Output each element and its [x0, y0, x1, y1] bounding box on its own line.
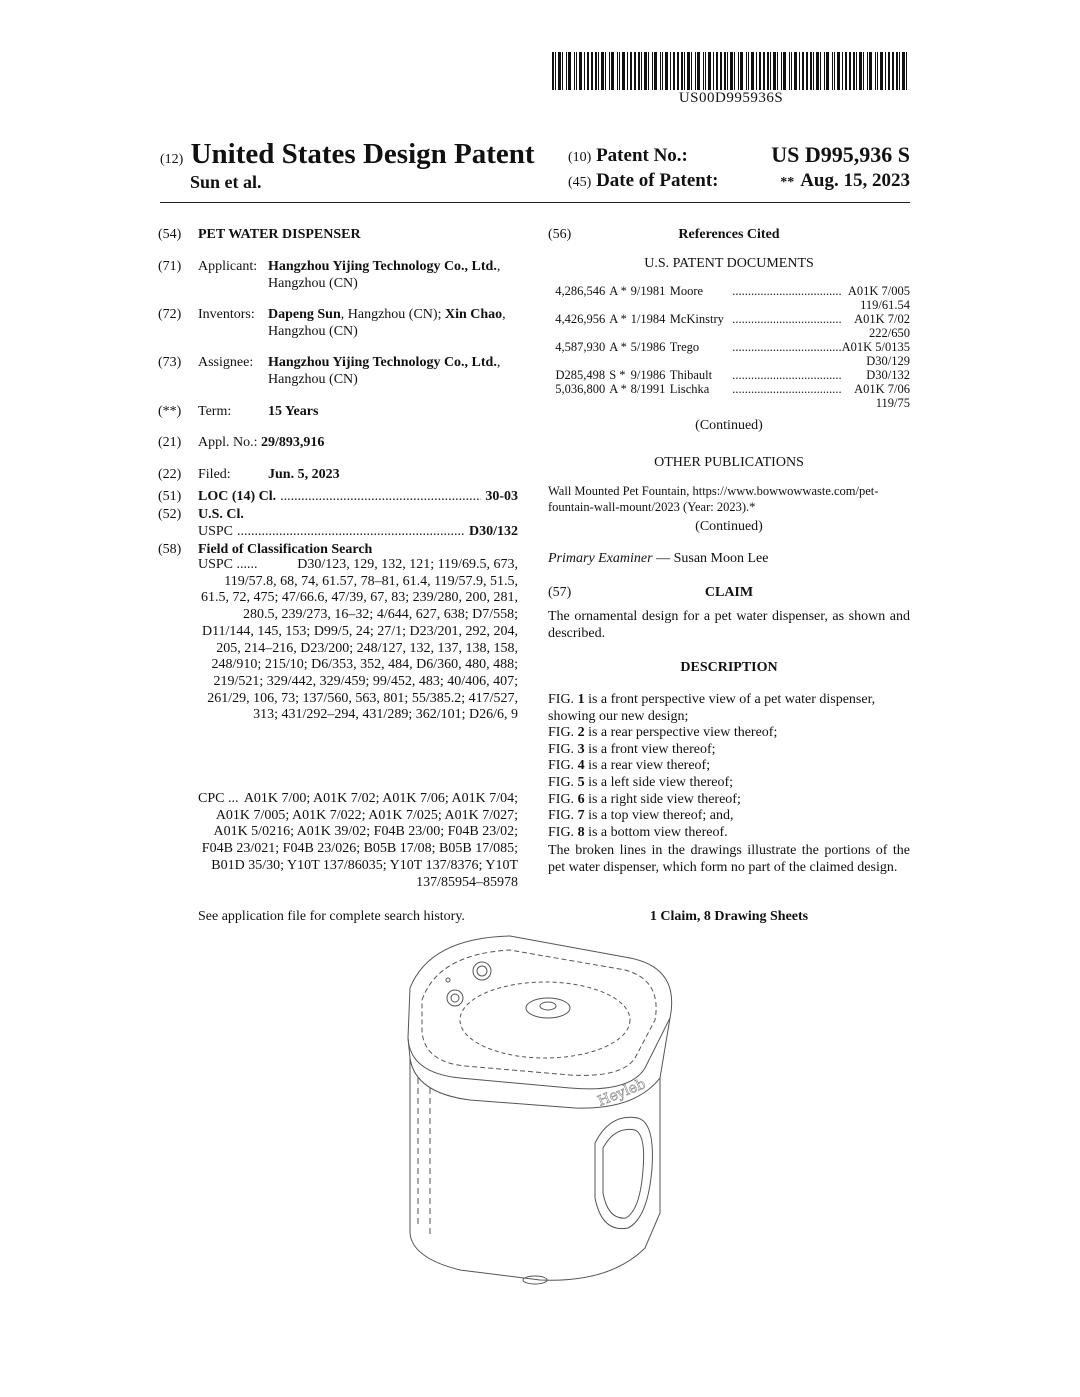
figure-item — [548, 775, 910, 792]
figure-item — [548, 825, 910, 842]
barcode-bar — [652, 52, 653, 90]
inventors-label: Inventors: — [198, 307, 255, 322]
barcode-bar — [849, 52, 851, 90]
ref-name: Thibault — [669, 368, 713, 382]
field-search-cpc — [198, 791, 518, 891]
figure-number: 6 — [577, 791, 585, 807]
ref-subclass: 119/75 — [875, 396, 910, 410]
figure-item — [548, 758, 910, 775]
barcode-bar — [673, 52, 675, 90]
barcode-bar — [806, 52, 808, 90]
ref-number: 5,036,800 — [555, 382, 606, 396]
broken-lines-statement: The broken lines in the drawings illustrate the portions of the pet water dispenser, which form no part of the claimed design. — [548, 843, 910, 875]
ref-kind: A * — [609, 340, 627, 354]
assignee-label: Assignee: — [198, 355, 254, 370]
code-58: (58) — [158, 542, 182, 557]
brand-text: Heyleb — [595, 1076, 648, 1110]
code-73: (73) — [158, 355, 182, 370]
document-type: United States Design Patent — [190, 138, 535, 170]
ref-class: A01K 7/02 — [854, 312, 910, 326]
code-54: (54) — [158, 227, 182, 242]
barcode-bar — [746, 52, 747, 90]
barcode-bar — [681, 52, 683, 90]
code-51: (51) — [158, 489, 182, 504]
figure-prefix: FIG. — [548, 741, 578, 757]
patent-number: US D995,936 S — [771, 142, 910, 167]
barcode-bar — [751, 52, 754, 90]
barcode-bar — [720, 52, 722, 90]
loc-label: LOC (14) Cl. — [198, 489, 277, 504]
figure-description: is a front view thereof; — [584, 741, 716, 757]
ref-number: D285,498 — [555, 368, 606, 382]
field-search-uspc — [198, 557, 518, 724]
reference-row — [548, 340, 910, 354]
barcode-bar — [906, 52, 907, 90]
continued-2: (Continued) — [695, 519, 763, 534]
date-value: Aug. 15, 2023 — [800, 170, 910, 191]
barcode-bar — [654, 52, 657, 90]
figure-number: 4 — [577, 758, 585, 774]
ref-date: 9/1981 — [630, 284, 666, 298]
other-publications-title: OTHER PUBLICATIONS — [654, 455, 804, 470]
references-cited-title: References Cited — [678, 227, 780, 242]
barcode-bar — [824, 52, 825, 90]
figure-description: is a right side view thereof; — [584, 791, 741, 807]
continued-1: (Continued) — [695, 418, 763, 433]
appl-no-value: 29/893,916 — [261, 435, 325, 450]
tag-45: (45) — [568, 175, 592, 190]
barcode-bar — [853, 52, 855, 90]
field-cpc-text: A01K 7/00; A01K 7/02; A01K 7/06; A01K 7/04; A01K 7/005; A01K 7/022; A01K 7/025; A01K 7/027; A01K 5/0216; A01K 39/02; F04B 23/00; F04B 23/02; F04B 23/021; F04B 23/026; B05B 17/08; B05B 17/085; B01D 35/30; Y10T 137/86035; Y10T 137/8376; Y10T 137/85954–85978 — [201, 791, 518, 890]
barcode-bar — [660, 52, 661, 90]
ref-leader — [732, 284, 841, 298]
barcode-bar — [574, 52, 575, 90]
reference-subclass-row — [548, 354, 910, 368]
figure-list — [548, 692, 910, 841]
figure-description: is a left side view thereof; — [584, 774, 734, 790]
barcode-bar — [665, 52, 668, 90]
barcode-bar — [791, 52, 792, 90]
ref-class: A01K 7/005 — [847, 284, 910, 298]
figure-item — [548, 792, 910, 809]
ref-date: 1/1984 — [630, 312, 666, 326]
applicant-place: , Hangzhou (CN) — [268, 259, 501, 291]
filed-label: Filed: — [198, 467, 231, 482]
tag-10: (10) — [568, 150, 592, 165]
invention-title: PET WATER DISPENSER — [198, 227, 361, 242]
examiner-label: Primary Examiner — [548, 551, 653, 566]
ref-subclass: 119/61.54 — [860, 298, 910, 312]
barcode-bar — [568, 52, 571, 90]
uspc-value: D30/132 — [469, 524, 518, 539]
figure-prefix: FIG. — [548, 808, 578, 824]
ref-class: D30/132 — [866, 368, 910, 382]
barcode-bar — [845, 52, 847, 90]
search-history-note: See application file for complete search history. — [198, 909, 465, 924]
barcode-bar — [648, 52, 649, 90]
field-uspc-lead: USPC ...... — [198, 557, 258, 572]
barcode-bar — [880, 52, 883, 90]
code-52: (52) — [158, 507, 182, 522]
barcode-bar — [773, 52, 776, 90]
barcode-bar — [708, 52, 711, 90]
code-71: (71) — [158, 259, 182, 274]
filed-value: Jun. 5, 2023 — [268, 467, 340, 482]
barcode-bar — [727, 52, 728, 90]
ref-date: 5/1986 — [630, 340, 666, 354]
patent-type-heading — [160, 138, 535, 171]
inventor-2-name: Xin Chao — [444, 307, 503, 322]
figure-prefix: FIG. — [548, 791, 578, 807]
reference-row — [548, 368, 910, 382]
claims-sheets-count: 1 Claim, 8 Drawing Sheets — [649, 909, 809, 924]
ref-leader — [732, 312, 841, 326]
barcode-bar — [705, 52, 706, 90]
barcode-bar — [552, 52, 554, 90]
barcode-bar — [611, 52, 614, 90]
loc-classification — [198, 488, 518, 505]
ref-leader — [732, 382, 841, 396]
header-divider — [160, 202, 910, 203]
barcode-bar — [579, 52, 582, 90]
figure-prefix: FIG. — [548, 725, 578, 741]
reference-row — [548, 284, 910, 298]
barcode-bar — [638, 52, 640, 90]
figure-number: 7 — [577, 808, 585, 824]
barcode-bar — [899, 52, 900, 90]
description-title: DESCRIPTION — [680, 660, 778, 675]
barcode-bar — [662, 52, 663, 90]
barcode-bar — [799, 52, 800, 90]
code-72: (72) — [158, 307, 182, 322]
figure-item — [548, 808, 910, 825]
date-marker: ** — [780, 175, 795, 190]
barcode-bar — [566, 52, 567, 90]
figure-number: 2 — [577, 725, 585, 741]
reference-subclass-row — [548, 298, 910, 312]
ref-number: 4,587,930 — [555, 340, 606, 354]
barcode-bar — [875, 52, 876, 90]
ref-kind: S * — [609, 368, 626, 382]
reference-subclass-row — [548, 396, 910, 410]
barcode-bar — [670, 52, 671, 90]
ref-number: 4,286,546 — [555, 284, 606, 298]
barcode-bar — [863, 52, 864, 90]
barcode-bar — [677, 52, 679, 90]
figure-number: 5 — [577, 774, 585, 790]
figure-number: 3 — [577, 741, 585, 757]
appl-no-label: Appl. No.: — [198, 435, 258, 450]
other-publication-1: Wall Mounted Pet Fountain, https://www.bowwowwaste.com/pet-fountain-wall-mount/2023 (Year: 2023).* — [548, 484, 879, 514]
ref-number: 4,426,956 — [555, 312, 606, 326]
barcode-bar — [730, 52, 733, 90]
figure-description: is a rear view thereof; — [584, 758, 711, 774]
code-21: (21) — [158, 435, 182, 450]
us-patent-documents-table — [548, 284, 910, 410]
barcode-bar — [724, 52, 726, 90]
barcode-bar — [896, 52, 898, 90]
barcode-bar — [740, 52, 743, 90]
barcode-bar — [781, 52, 782, 90]
ref-kind: A * — [609, 284, 627, 298]
barcode-bar — [703, 52, 704, 90]
barcode-bar — [691, 52, 692, 90]
ref-class: A01K 7/06 — [854, 382, 910, 396]
inventors-value — [268, 306, 518, 340]
barcode-bar — [842, 52, 843, 90]
us-patent-documents-title: U.S. PATENT DOCUMENTS — [644, 256, 814, 271]
barcode-bar — [695, 52, 696, 90]
barcode-bar — [777, 52, 778, 90]
barcode-bar — [622, 52, 625, 90]
patent-number-row — [568, 142, 910, 167]
code-57: (57) — [548, 585, 572, 600]
barcode-bar — [756, 52, 757, 90]
barcode-bar — [619, 52, 620, 90]
barcode-bar — [609, 52, 610, 90]
ref-subclass: 222/650 — [869, 326, 910, 340]
ref-name: Moore — [669, 284, 704, 298]
ref-leader — [732, 340, 841, 354]
code-term: (**) — [158, 404, 182, 419]
assignee-name: Hangzhou Yijing Technology Co., Ltd. — [268, 355, 497, 370]
barcode-bar — [598, 52, 599, 90]
field-cpc-lead: CPC ... — [198, 791, 239, 806]
barcode-number: US00D995936S — [678, 90, 784, 106]
code-22: (22) — [158, 467, 182, 482]
examiner-name: — Susan Moon Lee — [652, 551, 769, 566]
term-value: 15 Years — [268, 404, 319, 419]
inventors-short: Sun et al. — [190, 172, 262, 192]
figure-item — [548, 742, 910, 759]
barcode-bar — [713, 52, 714, 90]
figure-prefix: FIG. — [548, 692, 578, 707]
ref-class: A01K 5/0135 — [841, 340, 910, 354]
barcode-bar — [630, 52, 632, 90]
field-search-label: Field of Classification Search — [198, 542, 373, 557]
barcode-bar — [789, 52, 790, 90]
barcode-bar — [767, 52, 769, 90]
inventor-2-place: , Hangzhou (CN) — [268, 307, 506, 339]
claim-title: CLAIM — [704, 585, 754, 600]
reference-subclass-row — [548, 326, 910, 340]
figure-description: is a front perspective view of a pet water dispenser, showing our new design; — [548, 692, 876, 724]
figure-description: is a rear perspective view thereof; — [584, 725, 778, 741]
barcode-bar — [859, 52, 862, 90]
assignee-place: , Hangzhou (CN) — [268, 355, 501, 387]
barcode-bar — [558, 52, 561, 90]
barcode-bar — [576, 52, 577, 90]
ref-name: Lischka — [669, 382, 710, 396]
barcode — [552, 52, 910, 90]
inventor-1-name: Dapeng Sun — [268, 307, 341, 322]
figure-item — [548, 692, 910, 725]
uspc-label: USPC — [198, 524, 234, 539]
ref-name: Trego — [669, 340, 700, 354]
barcode-bar — [716, 52, 718, 90]
barcode-bar — [816, 52, 819, 90]
term-label: Term: — [198, 404, 232, 419]
ref-date: 9/1986 — [630, 368, 666, 382]
barcode-bar — [763, 52, 765, 90]
ref-name: McKinstry — [669, 312, 724, 326]
date-of-patent — [780, 170, 910, 192]
barcode-bar — [820, 52, 821, 90]
figure-prefix: FIG. — [548, 824, 578, 840]
barcode-bar — [617, 52, 618, 90]
barcode-bar — [601, 52, 604, 90]
barcode-bar — [892, 52, 894, 90]
barcode-bar — [770, 52, 771, 90]
applicant-value — [268, 258, 518, 292]
barcode-bar — [595, 52, 597, 90]
barcode-bar — [888, 52, 890, 90]
us-cl-uspc — [198, 523, 518, 540]
figure-prefix: FIG. — [548, 774, 578, 790]
barcode-bar — [885, 52, 886, 90]
barcode-bar — [748, 52, 749, 90]
appl-no — [198, 434, 324, 451]
barcode-bar — [794, 52, 797, 90]
barcode-bar — [627, 52, 628, 90]
barcode-bar — [837, 52, 840, 90]
ref-subclass: D30/129 — [866, 354, 910, 368]
figure-number: 1 — [577, 692, 585, 707]
barcode-bar — [867, 52, 868, 90]
loc-value: 30-03 — [485, 489, 518, 504]
ref-leader — [732, 368, 841, 382]
figure-description: is a top view thereof; and, — [584, 808, 734, 824]
barcode-bar — [684, 52, 685, 90]
barcode-bar — [813, 52, 814, 90]
figure-number: 8 — [577, 824, 585, 840]
barcode-bar — [687, 52, 690, 90]
barcode-bar — [562, 52, 563, 90]
barcode-bar — [826, 52, 829, 90]
pet-water-dispenser-drawing — [370, 928, 700, 1288]
field-uspc-text: D30/123, 129, 132, 121; 119/69.5, 673, 119/57.8, 68, 74, 61.57, 78–81, 61.4, 119/57.9, 51.5, 61.5, 72, 475; 47/66.6, 47/39, 67, 83; 239/280, 200, 281, 280.5, 239/273, 16–32; 4/644, 627, 638; D7/558; D11/144, 145, 153; D99/5, 24; 27/1; D23/201, 292, 204, 205, 214–216, D23/200; 248/127, 132, 137, 138, 158, 248/910; 215/10; D6/353, 352, 484, D6/360, 480, 488; 219/521; 329/442, 329/459; 99/452, 483; 40/406, 407; 261/29, 106, 73; 137/560, 563, 801; 55/385.2; 417/527, 313; 431/292–294, 431/289; 362/101; D26/6, 9 — [201, 557, 518, 723]
reference-row — [548, 382, 910, 396]
barcode-bar — [802, 52, 804, 90]
barcode-bar — [877, 52, 878, 90]
barcode-bar — [587, 52, 589, 90]
reference-row — [548, 312, 910, 326]
applicant-label: Applicant: — [198, 259, 258, 274]
barcode-bar — [869, 52, 872, 90]
figure-prefix: FIG. — [548, 758, 578, 774]
barcode-bar — [738, 52, 739, 90]
code-56: (56) — [548, 227, 572, 242]
applicant-name: Hangzhou Yijing Technology Co., Ltd. — [268, 259, 497, 274]
barcode-bar — [832, 52, 833, 90]
barcode-bar — [902, 52, 905, 90]
barcode-bar — [555, 52, 556, 90]
ref-kind: A * — [609, 312, 627, 326]
barcode-bar — [644, 52, 647, 90]
assignee-value — [268, 354, 518, 388]
date-of-patent-label: Date of Patent: — [596, 170, 719, 191]
barcode-bar — [783, 52, 786, 90]
barcode-bar — [810, 52, 812, 90]
barcode-bar — [641, 52, 642, 90]
claim-text: The ornamental design for a pet water dispenser, as shown and described. — [548, 609, 910, 641]
date-of-patent-row — [568, 170, 910, 192]
ref-date: 8/1991 — [630, 382, 666, 396]
barcode-bar — [584, 52, 585, 90]
tag-12: (12) — [160, 152, 184, 167]
ref-kind: A * — [609, 382, 627, 396]
barcode-bar — [634, 52, 636, 90]
barcode-bar — [697, 52, 700, 90]
inventor-1-place: , Hangzhou (CN); — [340, 307, 445, 322]
patent-number-label: Patent No.: — [596, 145, 688, 166]
barcode-bar — [591, 52, 593, 90]
figure-item — [548, 725, 910, 742]
barcode-bar — [856, 52, 857, 90]
barcode-bar — [605, 52, 606, 90]
barcode-bar — [834, 52, 835, 90]
barcode-bar — [759, 52, 761, 90]
barcode-bar — [734, 52, 735, 90]
us-cl-label: U.S. Cl. — [198, 507, 244, 522]
figure-description: is a bottom view thereof. — [584, 824, 728, 840]
primary-examiner — [548, 550, 910, 567]
